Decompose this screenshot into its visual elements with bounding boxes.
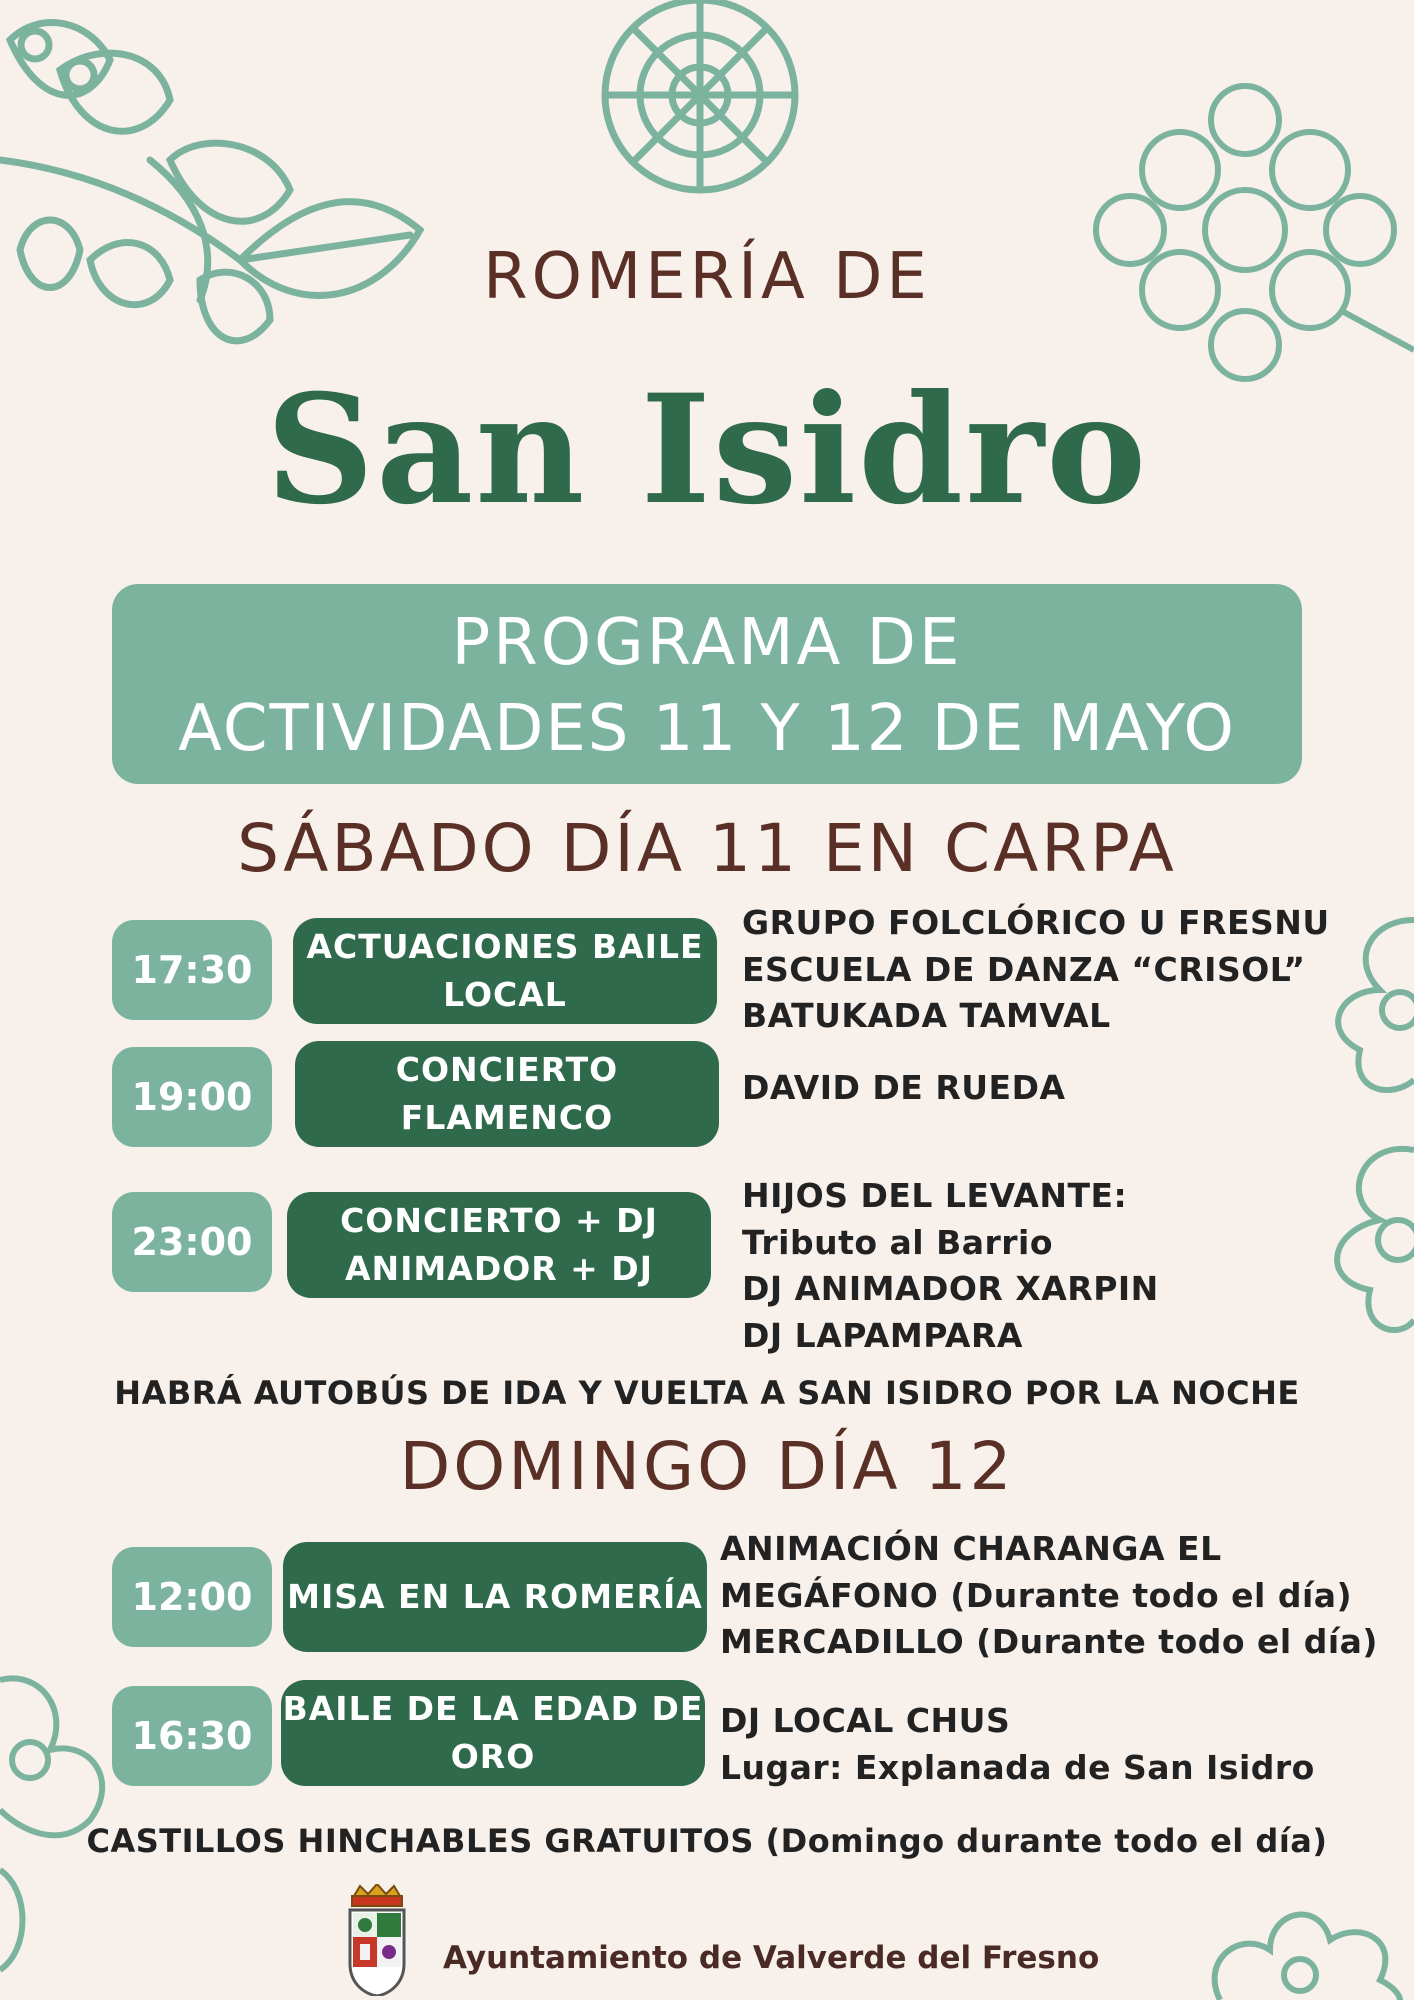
bouncy-castles-notice: CASTILLOS HINCHABLES GRATUITOS (Domingo durante todo el día) <box>86 1822 1328 1860</box>
event-time: 12:00 <box>112 1547 272 1647</box>
event-time: 19:00 <box>112 1047 272 1147</box>
page-title: San Isidro <box>265 362 1149 538</box>
coat-of-arms <box>344 1884 410 2000</box>
event-details <box>742 900 1330 1040</box>
banner-line-2: ACTIVIDADES 11 Y 12 DE MAYO <box>178 692 1236 766</box>
detail-line: MEGÁFONO (Durante todo el día) <box>720 1575 1353 1615</box>
event-time: 17:30 <box>112 920 272 1020</box>
activity-line: MISA EN LA ROMERÍA <box>287 1577 703 1616</box>
activity-line: FLAMENCO <box>400 1098 614 1137</box>
activity-line: CONCIERTO + DJ <box>340 1201 658 1240</box>
detail-line: Lugar: Explanada de San Isidro <box>720 1747 1315 1787</box>
flower-decoration-bottom-left <box>0 1630 140 2000</box>
activity-line: LOCAL <box>443 975 567 1014</box>
detail-line: MERCADILLO (Durante todo el día) <box>720 1622 1378 1661</box>
activity-line: BAILE DE LA EDAD DE <box>282 1689 704 1728</box>
event-activity <box>293 918 717 1024</box>
leaf-decoration-top-left <box>0 0 430 390</box>
detail-line: DJ LOCAL CHUS <box>720 1701 1011 1740</box>
activity-line: ACTUACIONES BAILE <box>306 927 704 966</box>
event-time: 23:00 <box>112 1192 272 1292</box>
detail-line: ANIMACIÓN CHARANGA EL <box>720 1529 1222 1568</box>
detail-line: BATUKADA TAMVAL <box>742 996 1111 1035</box>
event-time: 16:30 <box>112 1686 272 1786</box>
saturday-heading: SÁBADO DÍA 11 EN CARPA <box>237 810 1177 887</box>
detail-line: DJ ANIMADOR XARPIN <box>742 1269 1159 1308</box>
event-activity <box>281 1680 705 1786</box>
event-activity <box>295 1041 719 1147</box>
flower-decoration-top-center <box>520 0 880 230</box>
detail-line: DAVID DE RUEDA <box>742 1068 1066 1107</box>
activity-line: CONCIERTO <box>395 1050 619 1089</box>
detail-line: ESCUELA DE DANZA “CRISOL” <box>742 949 1306 989</box>
detail-line: GRUPO FOLCLÓRICO U FRESNU <box>742 903 1330 942</box>
event-activity <box>283 1542 707 1652</box>
activity-line: ORO <box>450 1737 536 1776</box>
event-details <box>742 1065 1066 1112</box>
event-details <box>720 1526 1378 1666</box>
activity-line: ANIMADOR + DJ <box>345 1249 653 1288</box>
program-banner <box>112 584 1302 784</box>
detail-line: DJ LAPAMPARA <box>742 1315 1023 1355</box>
organizer-name: Ayuntamiento de Valverde del Fresno <box>443 1940 1100 1976</box>
flower-decoration-top-right <box>1070 60 1414 400</box>
event-details <box>742 1173 1159 1359</box>
event-details <box>720 1698 1315 1791</box>
bus-notice: HABRÁ AUTOBÚS DE IDA Y VUELTA A SAN ISIDRO POR LA NOCHE <box>114 1374 1300 1412</box>
pre-title: ROMERÍA DE <box>483 240 931 314</box>
event-activity <box>287 1192 711 1298</box>
banner-line-1: PROGRAMA DE <box>451 606 963 680</box>
flower-decoration-bottom-right <box>1160 1860 1414 2000</box>
detail-line: Tributo al Barrio <box>742 1222 1054 1262</box>
sunday-heading: DOMINGO DÍA 12 <box>399 1428 1015 1505</box>
detail-line: HIJOS DEL LEVANTE: <box>742 1176 1128 1215</box>
